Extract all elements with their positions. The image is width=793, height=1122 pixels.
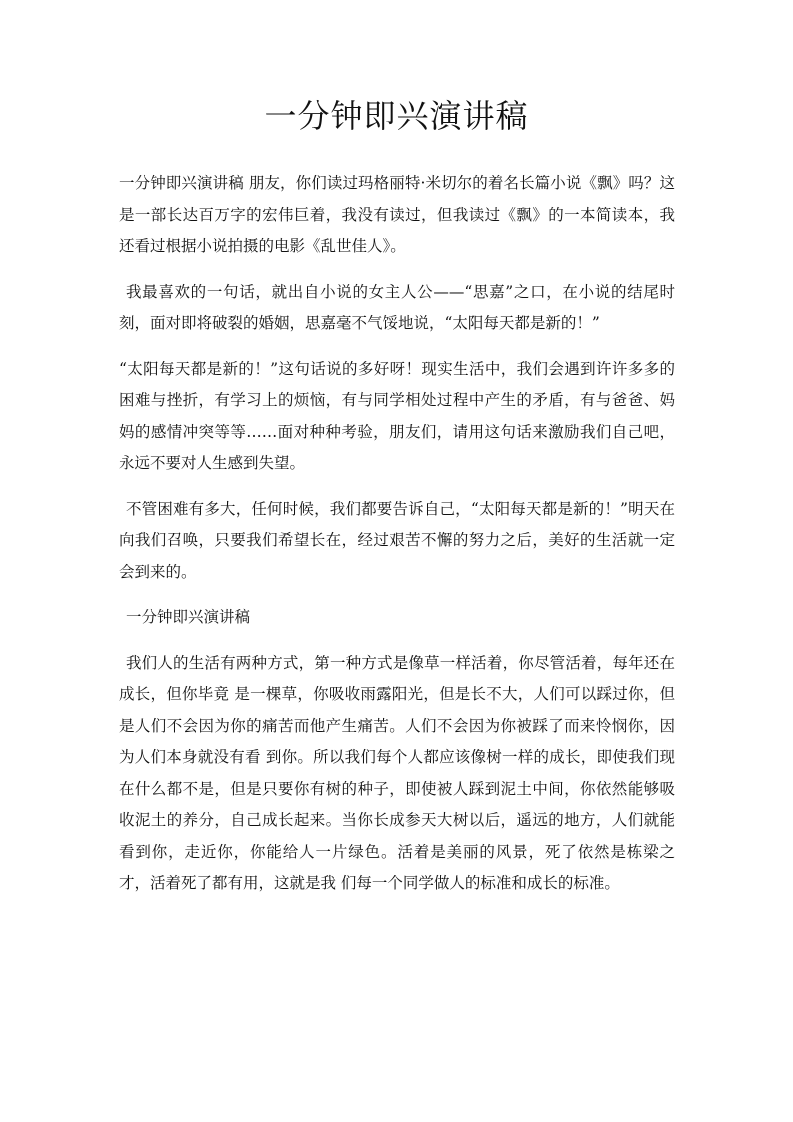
paragraph-favorite-quote: 我最喜欢的一句话，就出自小说的女主人公——“思嘉”之口，在小说的结尾时刻，面对即将破裂的婚姻，思嘉毫不气馁地说，“太阳每天都是新的！”	[119, 282, 675, 332]
section-heading: 一分钟即兴演讲稿	[125, 608, 250, 626]
paragraph-never-give-up: 不管困难有多大，任何时候，我们都要告诉自己，“太阳每天都是新的！”明天在向我们召唤，只要我们希望长在，经过艰苦不懈的努力之后，美好的生活就一定会到来的。	[119, 499, 675, 581]
paragraph-grass-and-tree: 我们人的生活有两种方式，第一种方式是像草一样活着，你尽管活着，每年还在成长，但你毕竟 是一棵草，你吸收雨露阳光，但是长不大，人们可以踩过你，但是人们不会因为你的痛苦而他产生痛苦。人们不会因为你被踩了而来怜悯你，因为人们本身就没有看 到你。所以我们每个人都应该像树一样的成长，即使我们现在什么都不是，但是只要你有树的种子，即使被人踩到泥土中间，你依然能够吸收泥土的养分，自己成长起来。当你长成参天大树以后，遥远的地方，人们就能看到你，走近你，你能给人一片绿色。活着是美丽的风景，死了依然是栋梁之才，活着死了都有用，这就是我 们每一个同学做人的标准和成长的标准。	[119, 653, 675, 892]
paragraph-intro: 一分钟即兴演讲稿 朋友，你们读过玛格丽特·米切尔的着名长篇小说《飘》吗？这是一部长达百万字的宏伟巨着，我没有读过，但我读过《飘》的一本简读本，我还看过根据小说拍摄的电影《乱世佳人》。	[119, 174, 675, 255]
document-body	[119, 168, 675, 914]
paragraph-sun-new: “太阳每天都是新的！”这句话说的多好呀！现实生活中，我们会遇到许许多多的困难与挫折，有学习上的烦恼，有与同学相处过程中产生的矛盾，有与爸爸、妈妈的感情冲突等等……面对种种考验，朋友们，请用这句话来激励我们自己吧，永远不要对人生感到失望。	[119, 359, 675, 472]
document-title: 一分钟即兴演讲稿	[264, 97, 529, 135]
